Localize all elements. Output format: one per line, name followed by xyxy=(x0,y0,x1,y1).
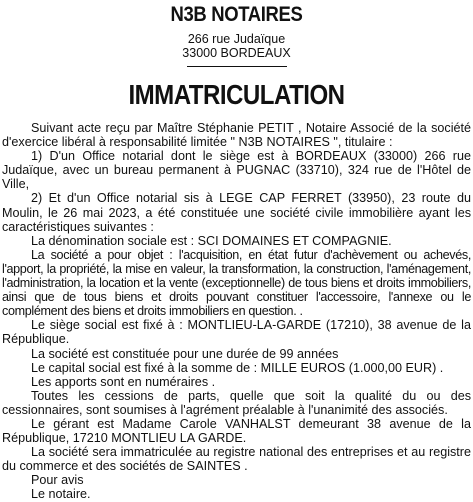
paragraph-pour-avis: Pour avis xyxy=(31,473,84,488)
paragraph-deed-intro: Suivant acte reçu par Maître Stéphanie PETIT , Notaire Associé de la société d'exercice libéral à responsabilité limitée " N3B NOTAIRES ", titulaire : xyxy=(2,121,471,150)
firm-address-street: 266 rue Judaïque xyxy=(187,32,286,46)
paragraph-company-purpose: La société a pour objet : l'acquisition, en état futur d'achèvement ou achevés, l'apport, la propriété, la mise en valeur, la transformation, la construction, l'aménagement, l'administration, la location et la vente (exceptionnelle) de tous biens et droits immobiliers, ainsi que de tous biens et droits pouvant constituer l'accessoire, l'annexe ou le complément des biens et droits immobiliers en question. . xyxy=(2,247,471,319)
firm-name: N3B NOTAIRES xyxy=(170,3,303,26)
paragraph-company-name: La dénomination sociale est : SCI DOMAINES ET COMPAGNIE. xyxy=(31,233,392,248)
notice-heading: IMMATRICULATION xyxy=(128,79,345,110)
notice-body xyxy=(2,121,471,502)
paragraph-duration: La société est constituée pour une durée de 99 années xyxy=(31,346,339,361)
header-divider xyxy=(187,66,287,67)
paragraph-signature: Le notaire. xyxy=(31,487,91,502)
paragraph-contributions: Les apports sont en numéraires . xyxy=(31,374,216,389)
paragraph-share-capital: Le capital social est fixé à la somme de : MILLE EUROS (1.000,00 EUR) . xyxy=(31,360,444,375)
paragraph-office-2: 2) Et d'un Office notarial sis à LEGE CAP FERRET (33950), 23 route du Moulin, le 26 mai 2023, a été constituée une société civile immobilière ayant les caractéristiques suivantes : xyxy=(2,191,471,234)
paragraph-office-1: 1) D'un Office notarial dont le siège est à BORDEAUX (33000) 266 rue Judaïque, avec un bureau permanent à PUGNAC (33710), 324 rue de l'Hôtel de Ville, xyxy=(2,149,471,192)
paragraph-registered-office: Le siège social est fixé à : MONTLIEU-LA-GARDE (17210), 38 avenue de la République. xyxy=(2,318,471,347)
paragraph-share-transfers: Toutes les cessions de parts, quelle que soit la qualité du ou des cessionnaires, sont soumises à l'agrément préalable à l'unanimité des associés. xyxy=(2,388,471,417)
firm-address-city: 33000 BORDEAUX xyxy=(182,46,291,60)
paragraph-manager: Le gérant est Madame Carole VANHALST demeurant 38 avenue de la République, 17210 MONTLIEU LA GARDE. xyxy=(2,416,471,446)
paragraph-registration: La société sera immatriculée au registre national des entreprises et au registre du commerce et des sociétés de SAINTES . xyxy=(2,445,471,474)
